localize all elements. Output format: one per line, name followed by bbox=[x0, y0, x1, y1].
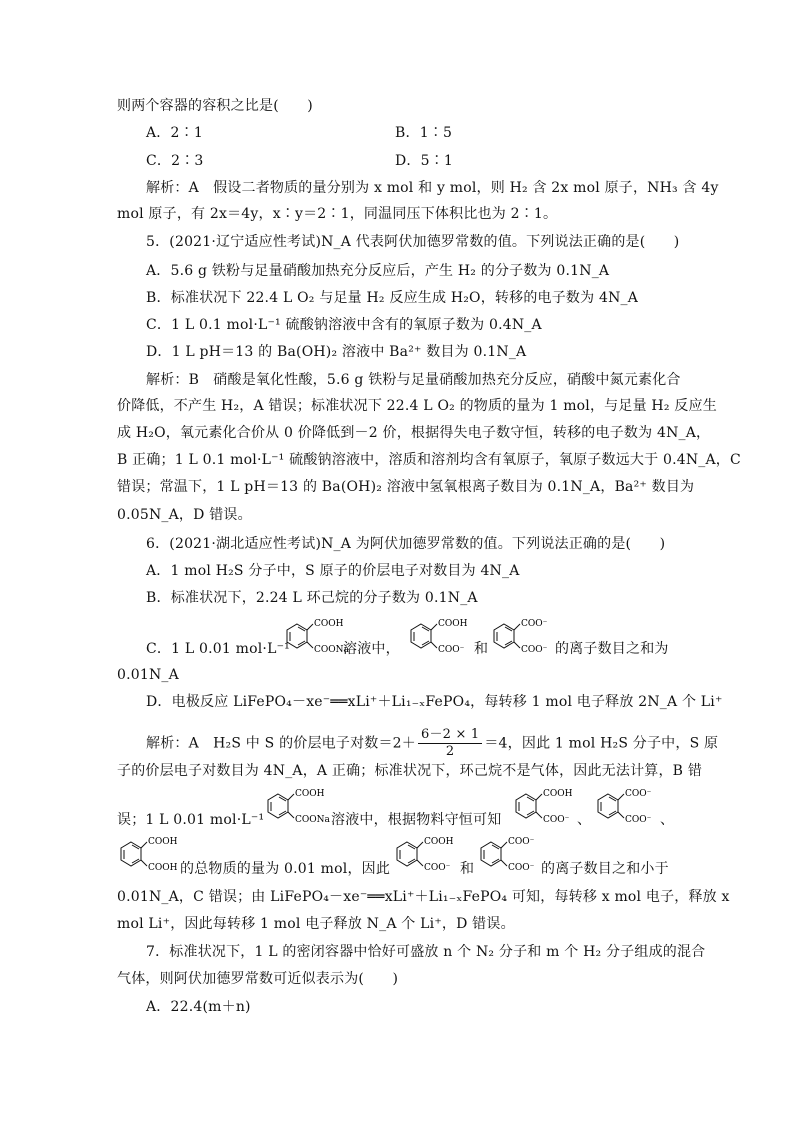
mol-label-cooh: COOH bbox=[314, 619, 344, 629]
mol-label-coo-minus: COO⁻ bbox=[521, 619, 548, 629]
mol-label-cooh: COOH bbox=[438, 619, 468, 629]
q6-option-a: A．1 mol H₂S 分子中，S 原子的价层电子对数目为 4N_A bbox=[146, 563, 520, 579]
phthalate-ion-structure bbox=[490, 614, 552, 660]
q6-analysis-line-4-mid: 的总物质的量为 0.01 mol，因此 bbox=[180, 861, 391, 877]
mol-label-coo-minus: COO⁻ bbox=[438, 645, 465, 655]
q7-stem-line-2: 气体，则阿伏加德罗常数可近似表示为( ) bbox=[117, 971, 399, 987]
q4-option-a: A．2∶1 bbox=[146, 125, 203, 141]
q5-option-c: C．1 L 0.1 mol·L⁻¹ 硫酸钠溶液中含有的氧原子数为 0.4N_A bbox=[146, 317, 542, 333]
q7-stem-line-1: 7．标准状况下，1 L 的密闭容器中恰好可盛放 n 个 N₂ 分子和 m 个 H₂ 分子组成的混合 bbox=[146, 944, 706, 960]
q6-analysis-1-suffix: ＝4，因此 1 mol H₂S 分子中，S 原 bbox=[484, 735, 719, 752]
q5-analysis-line-3: 成 H₂O，氧元素化合价从 0 价降低到－2 价，根据得失电子数守恒，转移的电子数为 4N_A， bbox=[117, 425, 711, 441]
q6-option-d: D．电极反应 LiFePO₄－xe⁻══xLi⁺＋Li₁₋ₓFePO₄，每转移 1 mol 电子释放 2N_A 个 Li⁺ bbox=[146, 694, 723, 710]
mol-label-coo-minus: COO⁻ bbox=[508, 863, 535, 873]
q4-stem-end: 则两个容器的容积之比是( ) bbox=[117, 98, 313, 114]
q6-analysis-line-3-sep1: 、 bbox=[577, 812, 592, 828]
q5-analysis-line-6: 0.05N_A，D 错误。 bbox=[117, 507, 252, 523]
q6-analysis-line-2: 子的价层电子对数目为 4N_A，A 正确；标准状况下，环己烷不是气体，因此无法计算，B 错 bbox=[117, 763, 703, 779]
q6-option-c-mid1: 溶液中， bbox=[343, 641, 400, 657]
mol-label-coo-minus: COO⁻ bbox=[424, 863, 451, 873]
q6-analysis-1-prefix: 解析：A H₂S 中 S 的价层电子对数＝2＋ bbox=[146, 735, 416, 752]
mol-label-cooh: COOH bbox=[148, 863, 178, 873]
q6-option-c-line-2: 0.01N_A bbox=[117, 667, 179, 683]
q4-option-b: B．1∶5 bbox=[395, 125, 453, 141]
mol-label-coo-minus: COO⁻ bbox=[508, 837, 535, 847]
q6-option-b: B．标准状况下，2.24 L 环己烷的分子数为 0.1N_A bbox=[146, 590, 478, 606]
mol-label-coo-minus: COO⁻ bbox=[625, 789, 652, 799]
q5-analysis-line-1: 解析：B 硝酸是氧化性酸，5.6 g 铁粉与足量硝酸加热充分反应，硝酸中氮元素化合 bbox=[146, 372, 681, 388]
q5-option-d: D．1 L pH＝13 的 Ba(OH)₂ 溶液中 Ba²⁺ 数目为 0.1N_A bbox=[146, 344, 527, 360]
q6-analysis-line-3-mid: 溶液中，根据物料守恒可知 bbox=[331, 812, 502, 828]
q6-option-c-prefix: C．1 L 0.01 mol·L⁻¹ bbox=[146, 641, 290, 657]
q6-analysis-line-3-sep2: 、 bbox=[660, 812, 675, 828]
phthalate-ion-structure bbox=[477, 832, 539, 878]
mol-label-coona: COONa bbox=[314, 645, 349, 655]
mol-label-coona: COONa bbox=[295, 815, 330, 825]
q6-analysis-line-4-and: 和 bbox=[460, 861, 475, 877]
q6-analysis-line-1 bbox=[146, 727, 718, 760]
hydrogen-phthalate-ion-structure bbox=[407, 614, 469, 660]
valence-pair-fraction bbox=[418, 727, 482, 760]
fraction-numerator: 6－2 × 1 bbox=[418, 727, 482, 744]
mol-label-cooh: COOH bbox=[148, 837, 178, 847]
q4-option-c: C．2∶3 bbox=[146, 153, 204, 169]
q5-option-a: A．5.6 g 铁粉与足量硝酸加热充分反应后，产生 H₂ 的分子数为 0.1N_A bbox=[146, 263, 610, 279]
mol-label-cooh: COOH bbox=[295, 789, 325, 799]
hydrogen-phthalate-ion-structure bbox=[512, 784, 574, 830]
q6-option-c-suffix: 的离子数目之和为 bbox=[555, 641, 669, 657]
q4-analysis-line-2: mol 原子，有 2x＝4y，x∶y＝2∶1，同温同压下体积比也为 2∶1。 bbox=[117, 206, 558, 222]
mol-label-coo-minus: COO⁻ bbox=[521, 645, 548, 655]
q6-analysis-line-3-prefix: 误；1 L 0.01 mol·L⁻¹ bbox=[117, 812, 265, 828]
mol-label-cooh: COOH bbox=[543, 789, 573, 799]
q7-option-a: A．22.4(m＋n) bbox=[146, 999, 251, 1015]
q5-option-b: B．标准状况下 22.4 L O₂ 与足量 H₂ 反应生成 H₂O，转移的电子数为 4N_A bbox=[146, 290, 639, 306]
q6-option-c-mid2: 和 bbox=[474, 641, 489, 657]
mol-label-coo-minus: COO⁻ bbox=[625, 815, 652, 825]
q6-analysis-line-6: mol Li⁺，因此每转移 1 mol 电子释放 N_A 个 Li⁺，D 错误。 bbox=[117, 916, 515, 932]
phthalate-ion-structure bbox=[594, 784, 656, 830]
q4-analysis-line-1: 解析：A 假设二者物质的量分别为 x mol 和 y mol，则 H₂ 含 2x mol 原子，NH₃ 含 4y bbox=[146, 180, 719, 196]
hydrogen-phthalate-ion-structure bbox=[393, 832, 455, 878]
q6-stem: 6．(2021·湖北适应性考试)N_A 为阿伏加德罗常数的值。下列说法正确的是( ) bbox=[146, 536, 666, 552]
mol-label-coo-minus: COO⁻ bbox=[543, 815, 570, 825]
phthalic-acid-structure bbox=[117, 832, 179, 878]
q4-option-d: D．5∶1 bbox=[395, 153, 454, 169]
q6-analysis-line-4-suffix: 的离子数目之和小于 bbox=[541, 861, 669, 877]
q5-analysis-line-2: 价降低，不产生 H₂，A 错误；标准状况下 22.4 L O₂ 的物质的量为 1 mol，与足量 H₂ 反应生 bbox=[117, 398, 717, 414]
q5-analysis-line-5: 错误；常温下，1 L pH＝13 的 Ba(OH)₂ 溶液中氢氧根离子数目为 0.1N_A，Ba²⁺ 数目为 bbox=[117, 479, 695, 495]
mol-label-cooh: COOH bbox=[424, 837, 454, 847]
q6-analysis-line-5: 0.01N_A，C 错误；由 LiFePO₄－xe⁻══xLi⁺＋Li₁₋ₓFePO₄ 可知，每转移 x mol 电子，释放 x bbox=[117, 889, 730, 905]
q5-analysis-line-4: B 正确；1 L 0.1 mol·L⁻¹ 硫酸钠溶液中，溶质和溶剂均含有氧原子，氧原子数远大于 0.4N_A，C bbox=[117, 452, 741, 468]
sodium-hydrogen-phthalate-structure bbox=[264, 784, 330, 830]
sodium-hydrogen-phthalate-structure bbox=[283, 614, 349, 660]
q5-stem: 5．(2021·辽宁适应性考试)N_A 代表阿伏加德罗常数的值。下列说法正确的是( ) bbox=[146, 234, 680, 250]
fraction-denominator: 2 bbox=[445, 744, 455, 759]
